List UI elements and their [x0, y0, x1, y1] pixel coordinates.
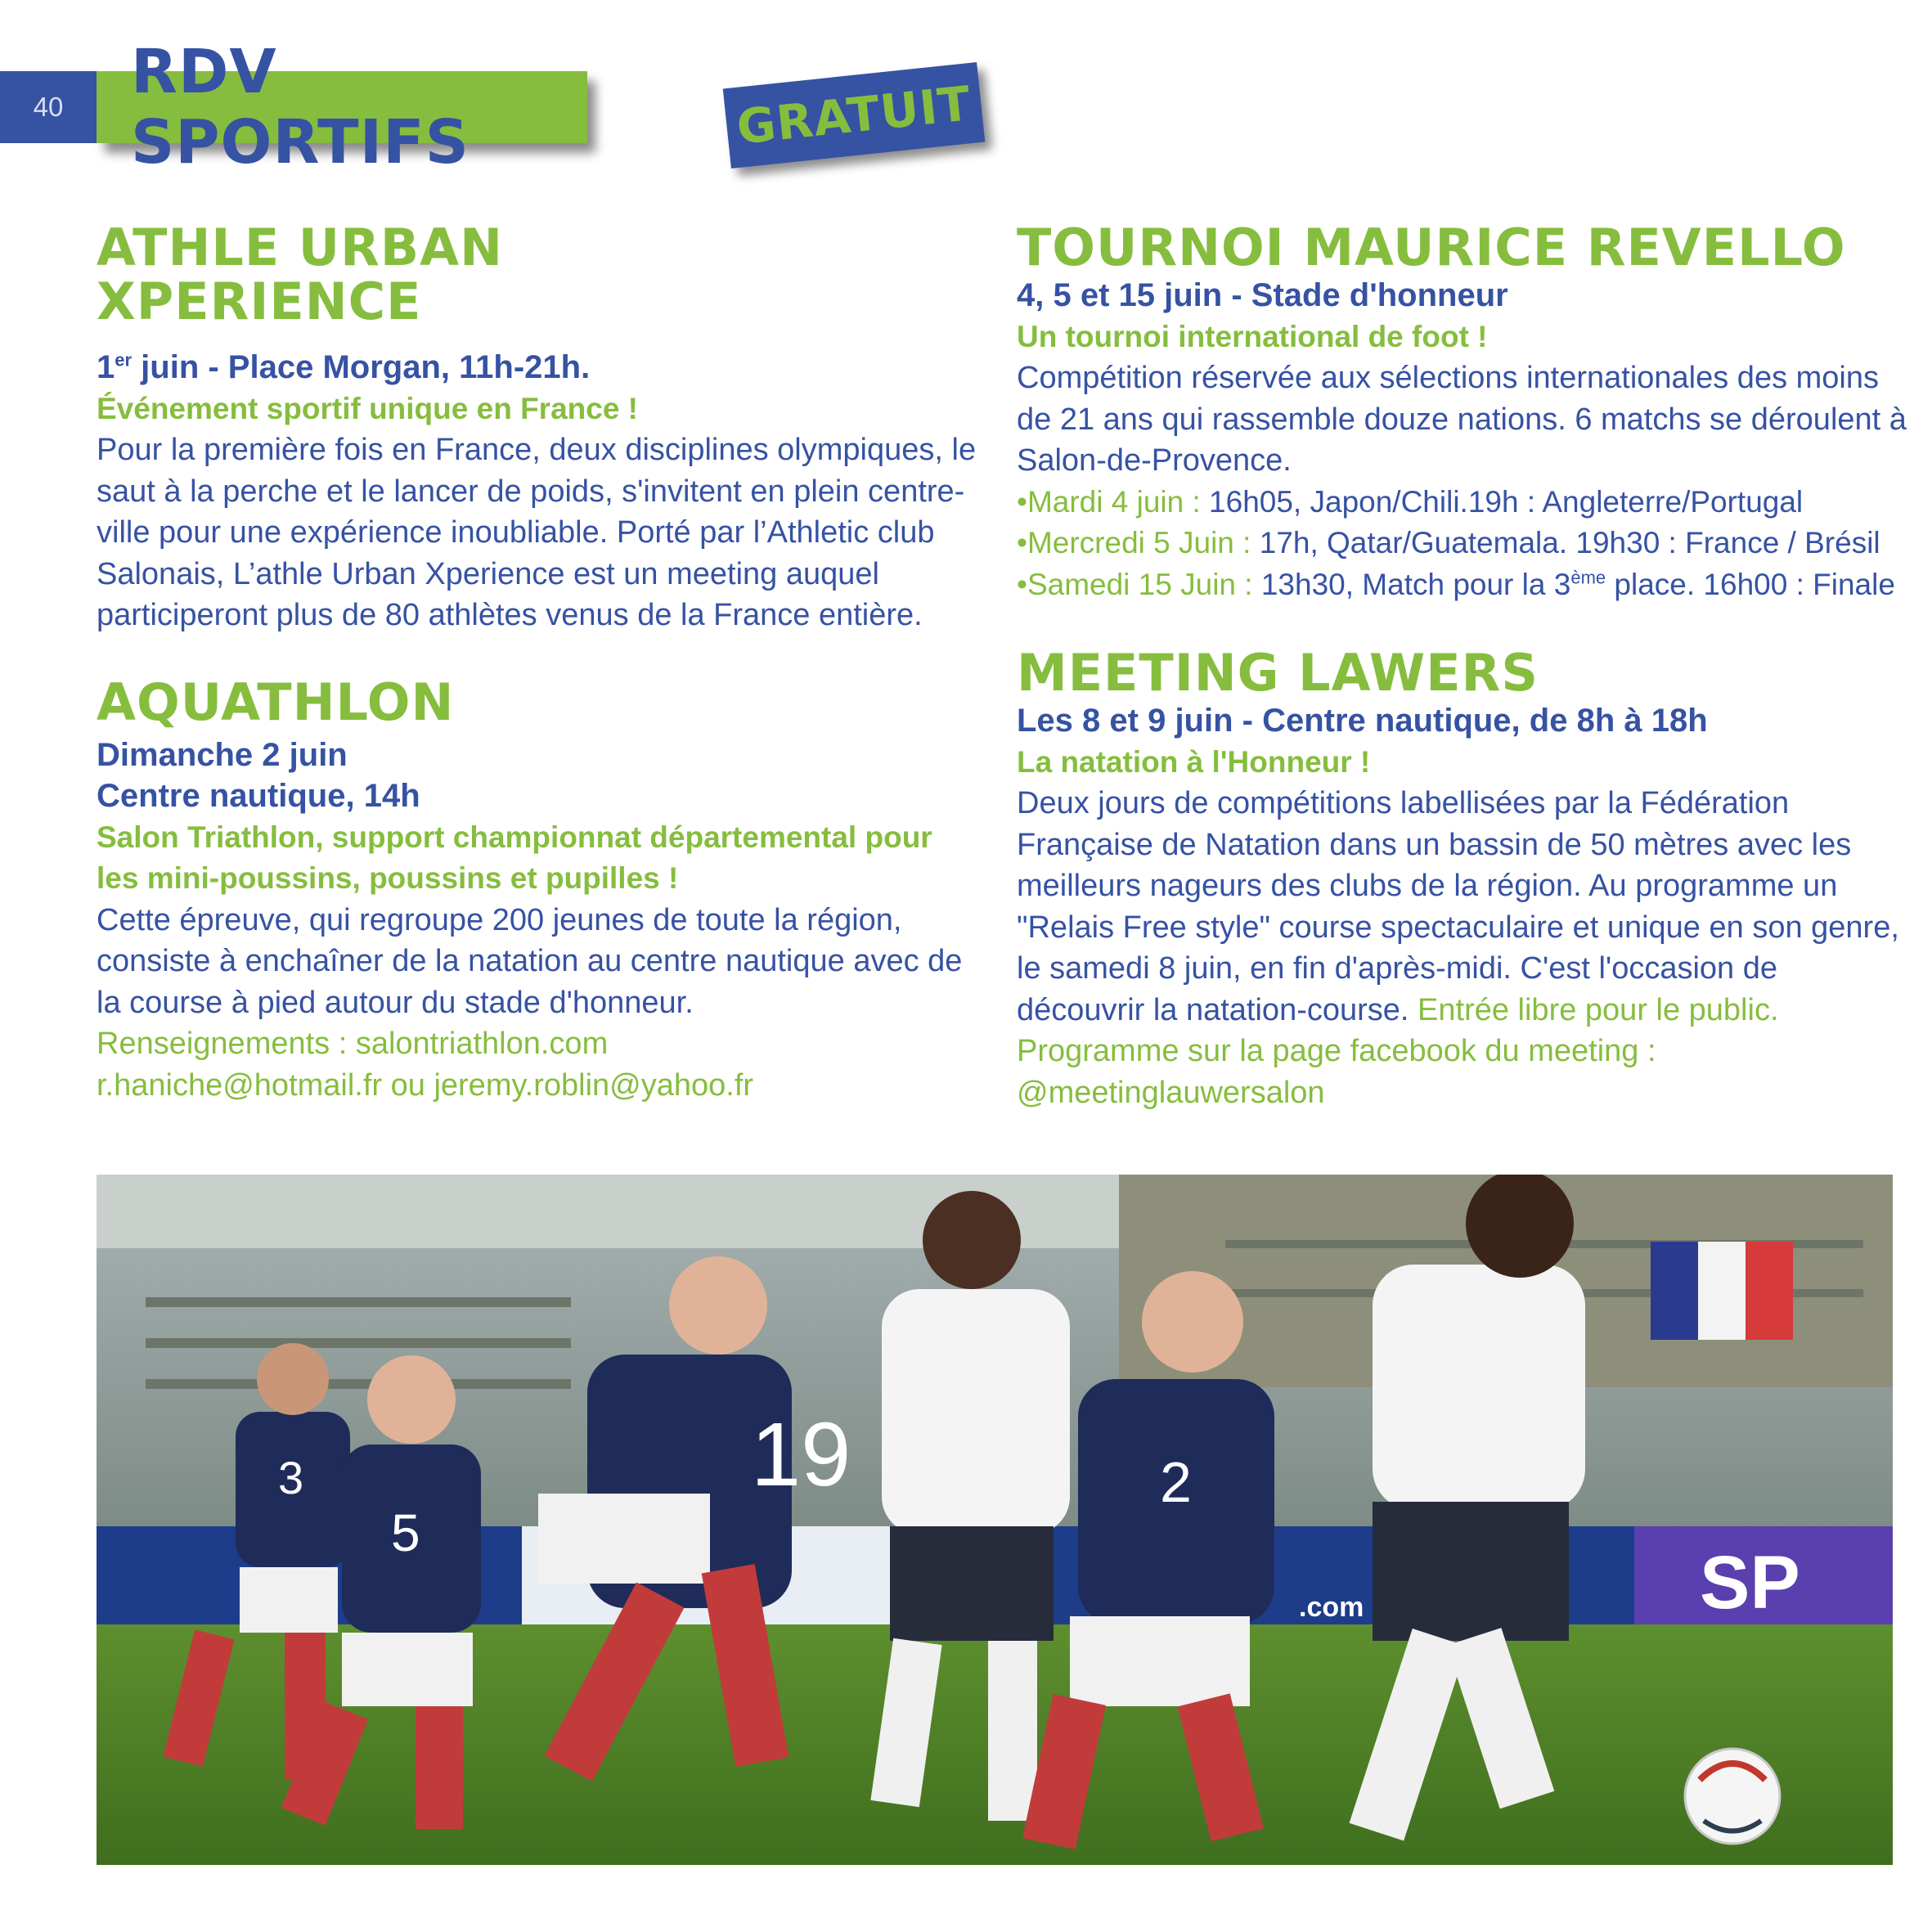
athle-title-line2: XPERIENCE	[97, 272, 422, 331]
lawers-info-line2: @meetinglauwersalon	[1017, 1075, 1325, 1110]
aquathlon-tagline: Salon Triathlon, support championnat départemental pour les mini-poussins, poussins et pupilles !	[97, 820, 932, 895]
athle-title-line1: ATHLE URBAN	[97, 218, 504, 277]
board-url: .com	[1299, 1592, 1364, 1623]
section-banner	[97, 37, 587, 177]
schedule-line: •Mercredi 5 Juin : 17h, Qatar/Guatemala. 19h30 : France / Brésil	[1017, 526, 1880, 559]
revello-article	[1017, 218, 1908, 605]
athle-body: Pour la première fois en France, deux disciplines olympiques, le saut à la perche et le lancer de poids, s'invitent en plein centre-ville pour une expérience inoubliable. Porté par l’Athletic club Salonais, L’athle Urban Xperience est un meeting auquel participeront plus de 80 athlètes venus de la France entière.	[97, 433, 977, 632]
aquathlon-date: Dimanche 2 juin	[97, 736, 348, 773]
lawers-date: Les 8 et 9 juin - Centre nautique, de 8h à 18h	[1017, 703, 1708, 739]
revello-date: 4, 5 et 15 juin - Stade d'honneur	[1017, 277, 1508, 313]
aquathlon-title: AQUATHLON	[97, 672, 455, 732]
revello-tagline: Un tournoi international de foot !	[1017, 319, 1488, 353]
lawers-free-entry: Entrée libre pour le public.	[1418, 992, 1779, 1027]
free-badge	[723, 62, 986, 168]
lawers-body: Deux jours de compétitions labellisées par la Fédération Française de Natation dans un bassin de 50 mètres avec les meilleurs nageurs des clubs de la région. Au programme un "Relais Free style" course spectaculaire et unique en son genre, le samedi 8 juin, en fin d'après-midi. C'est l'occasion de découvrir la natation-course. Entrée libre pour le public.	[1017, 786, 1899, 1027]
jersey-number: 3	[278, 1452, 304, 1503]
athle-date: 1er juin - Place Morgan, 11h-21h.	[97, 349, 591, 385]
lawers-tagline: La natation à l'Honneur !	[1017, 744, 1371, 779]
aquathlon-body: Cette épreuve, qui regroupe 200 jeunes de toute la région, consiste à enchaîner de la natation au centre nautique avec de la course à pied autour du stade d'honneur.	[97, 902, 963, 1020]
free-badge-label: GRATUIT	[734, 75, 974, 155]
left-column	[97, 218, 980, 1106]
jersey-number: 5	[391, 1503, 420, 1562]
lawers-info-line1: Programme sur la page facebook du meeting :	[1017, 1034, 1656, 1068]
lawers-article	[1017, 643, 1908, 1113]
lawers-title: MEETING LAWERS	[1017, 643, 1539, 703]
football-match-photo	[97, 1175, 1893, 1865]
athle-article	[97, 218, 980, 636]
schedule-line: •Samedi 15 Juin : 13h30, Match pour la 3ème place. 16h00 : Finale	[1017, 567, 1895, 601]
athle-title	[97, 218, 980, 331]
revello-body: Compétition réservée aux sélections internationales des moins de 21 ans qui rassemble douze nations. 6 matchs se déroulent à Salon-de-Provence.	[1017, 361, 1907, 478]
aquathlon-info-emails: r.haniche@hotmail.fr ou jeremy.roblin@yahoo.fr	[97, 1067, 754, 1103]
athle-tagline: Événement sportif unique en France !	[97, 391, 639, 425]
page-number: 40	[0, 71, 97, 143]
right-column	[1017, 218, 1908, 1113]
aquathlon-place: Centre nautique, 14h	[97, 778, 420, 814]
jersey-number: 19	[751, 1404, 851, 1505]
aquathlon-article	[97, 672, 980, 1107]
aquathlon-info-website: Renseignements : salontriathlon.com	[97, 1027, 609, 1061]
football-scene	[97, 1175, 1893, 1865]
schedule-line: •Mardi 4 juin : 16h05, Japon/Chili.19h : Angleterre/Portugal	[1017, 484, 1804, 519]
section-title: RDV SPORTIFS	[131, 37, 470, 177]
board-text: SP	[1700, 1541, 1800, 1624]
revello-title: TOURNOI MAURICE REVELLO	[1017, 218, 1846, 277]
football	[1685, 1749, 1780, 1844]
jersey-number: 2	[1160, 1450, 1192, 1514]
